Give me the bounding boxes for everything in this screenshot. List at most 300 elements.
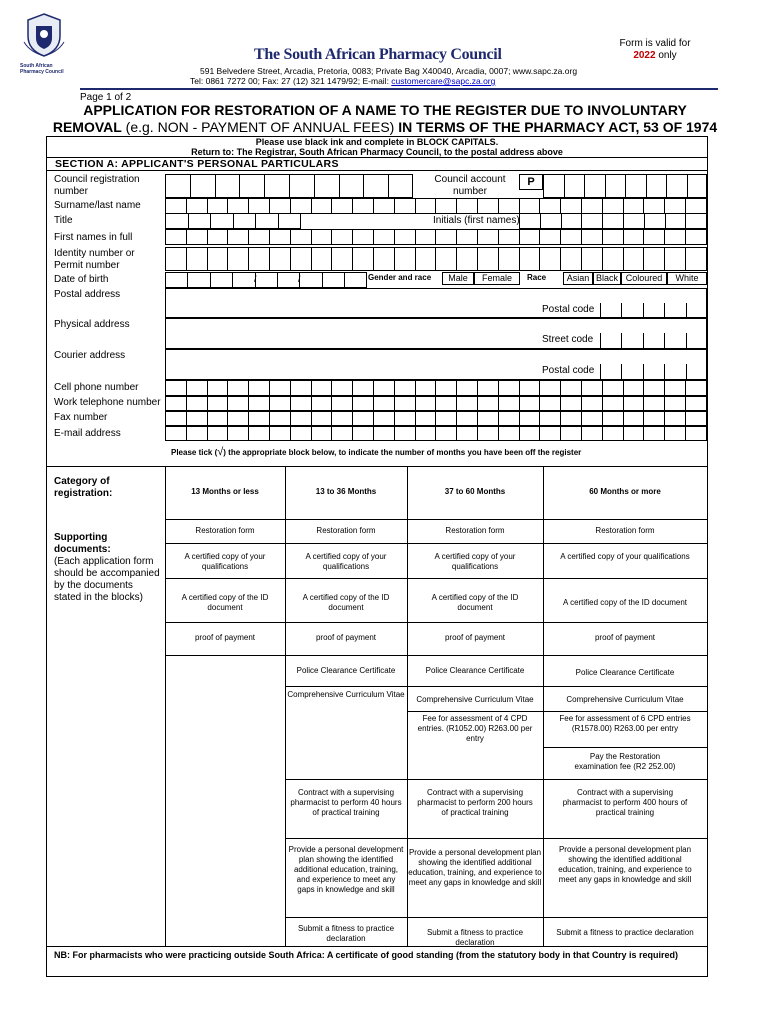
grid-line (685, 396, 686, 411)
grid-line (581, 426, 582, 441)
grid-line (623, 426, 624, 441)
grid-line (602, 229, 603, 245)
grid-line (686, 364, 687, 380)
instruction-line2: Return to: The Registrar, South African Pharmacy Council, to the postal address above (191, 147, 563, 157)
dob-label: Date of birth (54, 274, 109, 285)
grid-line (394, 229, 395, 245)
grid-line (394, 198, 395, 214)
grid-line (285, 917, 707, 918)
grid-line (285, 686, 707, 687)
grid-line (415, 426, 416, 441)
grid-line (311, 426, 312, 441)
grid-line (539, 396, 540, 411)
grid-line (186, 229, 187, 245)
grid-line (686, 303, 687, 318)
grid-line (407, 711, 707, 712)
initials-label: Initials (first names) (433, 215, 520, 226)
grid-line (625, 174, 626, 198)
grid-line (248, 426, 249, 441)
grid-line (165, 622, 707, 623)
grid-line (477, 198, 478, 214)
grid-line (664, 411, 665, 426)
grid-line (227, 380, 228, 396)
contact-text: Tel: 0861 7272 00; Fax: 27 (12) 321 1479/92; E-mail: (190, 76, 392, 86)
grid-line (581, 396, 582, 411)
grid-line (602, 411, 603, 426)
grid-line (560, 380, 561, 396)
grid-line (456, 426, 457, 441)
grid-line (664, 247, 665, 271)
grid-line (394, 247, 395, 271)
grid-line (165, 519, 707, 520)
grid-line (165, 543, 707, 544)
development-plan-cell: Provide a personal development plan showing the identified additional education, training, and experience to meet any gaps in knowledge and skill (408, 848, 542, 887)
certified-id-cell: A certified copy of the ID document (181, 593, 269, 612)
grid-line (498, 198, 499, 214)
grid-line (560, 426, 561, 441)
contract-cell: Contract with a supervising pharmacist to perform 400 hours of practical training (562, 788, 688, 817)
title-label: Title (54, 215, 73, 226)
grid-line (540, 213, 541, 229)
grid-line (352, 396, 353, 411)
postal-code-label: Postal code (542, 304, 595, 315)
certified-qualifications-cell: A certified copy of your qualifications (305, 552, 387, 571)
grid-line (285, 838, 707, 839)
grid-line (290, 229, 291, 245)
grid-line (227, 229, 228, 245)
race-coloured[interactable]: Coloured (621, 272, 667, 285)
grid-line (477, 229, 478, 245)
grid-line (331, 426, 332, 441)
restoration-form-cell: Restoration form (195, 526, 255, 535)
grid-line (581, 198, 582, 214)
grid-line (685, 247, 686, 271)
grid-line (311, 380, 312, 396)
grid-line (415, 229, 416, 245)
supporting-docs-label (54, 532, 160, 604)
grid-line (352, 411, 353, 426)
work-tel-label: Work telephone number (54, 397, 161, 408)
grid-line (685, 380, 686, 396)
grid-line (477, 247, 478, 271)
grid-line (344, 272, 345, 288)
supporting-docs-rest: (Each application form should be accompanied by the documents stated in the blocks) (54, 556, 160, 603)
grid-line (456, 247, 457, 271)
grid-line (519, 411, 520, 426)
grid-line (519, 229, 520, 245)
grid-line (269, 411, 270, 426)
validity-year: 2022 (633, 50, 656, 61)
grid-line (207, 426, 208, 441)
grid-line (621, 364, 622, 380)
grid-line (664, 333, 665, 349)
grid-line (165, 655, 707, 656)
grid-line (435, 229, 436, 245)
grid-line (623, 229, 624, 245)
cv-cell: Comprehensive Curriculum Vitae (416, 695, 534, 704)
grid-line (602, 247, 603, 271)
grid-line (290, 380, 291, 396)
grid-line (581, 411, 582, 426)
grid-line (290, 247, 291, 271)
grid-line (331, 396, 332, 411)
grid-line (269, 426, 270, 441)
grid-line (227, 396, 228, 411)
tick-mark: √ (217, 446, 224, 458)
grid-line (269, 380, 270, 396)
grid-line (581, 247, 582, 271)
grid-line (311, 247, 312, 271)
grid-line (602, 396, 603, 411)
grid-line (539, 380, 540, 396)
grid-line (311, 198, 312, 214)
grid-line (255, 272, 256, 288)
grid-line (373, 229, 374, 245)
grid-line (664, 198, 665, 214)
grid-line (314, 174, 315, 198)
restoration-form-cell: Restoration form (595, 526, 655, 535)
validity-suffix: only (655, 50, 677, 61)
grid-line (290, 411, 291, 426)
proof-of-payment-cell: proof of payment (444, 633, 506, 642)
grid-line (311, 396, 312, 411)
grid-line (477, 396, 478, 411)
grid-line (269, 396, 270, 411)
grid-line (519, 198, 520, 214)
grid-line (227, 198, 228, 214)
grid-line (394, 411, 395, 426)
gender-female[interactable]: Female (474, 272, 520, 285)
tick-text-before: Please tick ( (171, 448, 218, 457)
police-clearance-cell: Police Clearance Certificate (575, 668, 675, 677)
race-black[interactable]: Black (593, 272, 621, 285)
footer-note: NB: For pharmacists who were practicing outside South Africa: A certificate of good standing (from the statutory body in that Country is required) (54, 950, 679, 960)
grid-line (187, 272, 188, 288)
col-header-13-or-less[interactable]: 13 Months or less (191, 487, 259, 496)
grid-line (339, 174, 340, 198)
grid-line (456, 380, 457, 396)
grid-line (269, 229, 270, 245)
grid-line (248, 247, 249, 271)
dob-boxes[interactable] (165, 272, 367, 288)
grid-line (352, 426, 353, 441)
grid-line (227, 426, 228, 441)
grid-line (435, 411, 436, 426)
grid-line (415, 198, 416, 214)
grid-line (602, 198, 603, 214)
grid-line (581, 380, 582, 396)
proof-of-payment-cell: proof of payment (594, 633, 656, 642)
grid-line (207, 229, 208, 245)
grid-line (277, 272, 278, 288)
grid-line (248, 411, 249, 426)
category-label: Category of registration: (54, 476, 113, 499)
grid-line (331, 229, 332, 245)
page-indicator: Page 1 of 2 (80, 92, 132, 103)
council-name: The South African Pharmacy Council (254, 46, 502, 63)
grid-line (602, 213, 603, 229)
cv-cell: Comprehensive Curriculum Vitae (566, 695, 684, 704)
form-title-line2 (30, 119, 740, 136)
grid-line (186, 396, 187, 411)
council-reg-label: Council registration number (54, 174, 140, 197)
title-bold-b: IN TERMS OF THE PHARMACY ACT, 53 OF 1974 (398, 119, 718, 135)
physical-address-label: Physical address (54, 319, 130, 330)
grid-line (207, 198, 208, 214)
grid-line (623, 380, 624, 396)
grid-line (477, 380, 478, 396)
grid-line (207, 247, 208, 271)
cpd-fee-cell: Fee for assessment of 4 CPD entries. (R1052.00) R263.00 per entry (417, 714, 533, 743)
grid-line (435, 396, 436, 411)
grid-line (373, 396, 374, 411)
race-label: Race (527, 273, 547, 282)
grid-line (543, 466, 544, 946)
grid-line (373, 426, 374, 441)
grid-line (539, 247, 540, 271)
grid-line (539, 411, 540, 426)
grid-line (560, 411, 561, 426)
grid-line (46, 946, 708, 947)
grid-line (685, 426, 686, 441)
logo-text-1: South African (20, 63, 53, 69)
validity-notice (600, 38, 710, 62)
grid-line (215, 174, 216, 198)
grid-line (664, 364, 665, 380)
certified-id-cell: A certified copy of the ID document (431, 593, 519, 612)
logo-text-2: Pharmacy Council (20, 69, 64, 75)
grid-line (643, 426, 644, 441)
grid-line (602, 426, 603, 441)
council-logo (20, 12, 68, 80)
proof-of-payment-cell: proof of payment (315, 633, 377, 642)
grid-line (664, 380, 665, 396)
grid-line (602, 380, 603, 396)
grid-line (664, 229, 665, 245)
contract-cell: Contract with a supervising pharmacist to perform 40 hours of practical training (290, 788, 402, 817)
certified-id-cell: A certified copy of the ID document (562, 598, 688, 607)
police-clearance-cell: Police Clearance Certificate (425, 666, 525, 675)
grid-line (352, 229, 353, 245)
fitness-cell: Submit a fitness to practice declaration (556, 928, 694, 937)
grid-line (186, 411, 187, 426)
grid-line (373, 198, 374, 214)
grid-line (686, 333, 687, 349)
dob-separator-1: / (254, 274, 257, 284)
tick-text-after: ) the appropriate block below, to indicate the number of months you have been off the register (223, 448, 582, 457)
certified-qualifications-cell: A certified copy of your qualifications (434, 552, 516, 571)
grid-line (665, 213, 666, 229)
address-line: 591 Belvedere Street, Arcadia, Pretoria, 0083; Private Bag X40040, Arcadia, 0007; www.sapc.za.org (200, 66, 578, 76)
courier-postal-code-boxes[interactable] (600, 364, 707, 380)
grid-line (621, 333, 622, 349)
grid-line (331, 247, 332, 271)
grid-line (456, 229, 457, 245)
grid-line (560, 198, 561, 214)
grid-line (207, 380, 208, 396)
id-label: Identity number or Permit number (54, 248, 135, 271)
validity-line: Form is valid for (619, 38, 691, 49)
certified-qualifications-cell: A certified copy of your qualifications (184, 552, 266, 571)
grid-line (581, 213, 582, 229)
grid-line (664, 396, 665, 411)
grid-line (621, 303, 622, 318)
fax-label: Fax number (54, 412, 108, 423)
grid-line (373, 247, 374, 271)
grid-line (605, 174, 606, 198)
grid-line (394, 396, 395, 411)
grid-line (352, 380, 353, 396)
grid-line (186, 198, 187, 214)
grid-line (394, 380, 395, 396)
grid-line (623, 396, 624, 411)
grid-line (165, 466, 166, 946)
grid-line (519, 247, 520, 271)
grid-line (278, 213, 279, 229)
grid-line (285, 779, 707, 780)
grid-line (290, 198, 291, 214)
grid-line (210, 213, 211, 229)
grid-line (269, 247, 270, 271)
grid-line (311, 229, 312, 245)
col-header-37-to-60[interactable]: 37 to 60 Months (444, 487, 506, 496)
grid-line (643, 380, 644, 396)
grid-line (498, 411, 499, 426)
postal-code-boxes[interactable] (600, 303, 707, 318)
email-link[interactable]: customercare@sapc.za.org (391, 76, 496, 86)
grid-line (46, 466, 708, 467)
grid-line (685, 198, 686, 214)
grid-line (331, 411, 332, 426)
tick-instruction (171, 447, 581, 458)
grid-line (685, 229, 686, 245)
grid-line (581, 229, 582, 245)
grid-line (498, 426, 499, 441)
title-normal: (e.g. NON - PAYMENT OF ANNUAL FEES) (121, 119, 399, 135)
grid-line (248, 396, 249, 411)
grid-line (415, 247, 416, 271)
grid-line (394, 426, 395, 441)
grid-line (227, 411, 228, 426)
courier-postal-code-label: Postal code (542, 365, 595, 376)
grid-line (687, 174, 688, 198)
grid-line (560, 396, 561, 411)
grid-line (407, 466, 408, 946)
grid-line (210, 272, 211, 288)
grid-line (227, 247, 228, 271)
grid-line (190, 174, 191, 198)
restoration-form-cell: Restoration form (445, 526, 505, 535)
grid-line (435, 426, 436, 441)
grid-line (477, 426, 478, 441)
contact-line (190, 76, 495, 86)
grid-line (643, 247, 644, 271)
cv-cell: Comprehensive Curriculum Vitae (287, 690, 405, 699)
grid-line (322, 272, 323, 288)
cell-label: Cell phone number (54, 382, 139, 393)
grid-line (255, 213, 256, 229)
grid-line (165, 578, 707, 579)
grid-line (560, 247, 561, 271)
cpd-fee-cell: Fee for assessment of 6 CPD entries (R1578.00) R263.00 per entry (559, 714, 691, 733)
grid-line (519, 380, 520, 396)
supporting-docs-bold: Supporting documents: (54, 532, 111, 555)
first-names-label: First names in full (54, 232, 133, 243)
grid-line (623, 198, 624, 214)
restoration-form-cell: Restoration form (316, 526, 376, 535)
grid-line (207, 411, 208, 426)
rule (46, 170, 708, 171)
grid-line (285, 466, 286, 946)
col-header-13-to-36[interactable]: 13 to 36 Months (315, 487, 377, 496)
grid-line (564, 174, 565, 198)
grid-line (561, 213, 562, 229)
grid-line (543, 747, 707, 748)
race-asian[interactable]: Asian (563, 272, 593, 285)
grid-line (456, 198, 457, 214)
gender-race-label: Gender and race (368, 273, 432, 282)
gender-male[interactable]: Male (442, 272, 474, 285)
grid-line (685, 213, 686, 229)
grid-line (435, 380, 436, 396)
grid-line (352, 247, 353, 271)
grid-line (239, 174, 240, 198)
grid-line (331, 380, 332, 396)
email-label: E-mail address (54, 428, 121, 439)
surname-label: Surname/last name (54, 200, 141, 211)
grid-line (186, 247, 187, 271)
grid-line (207, 396, 208, 411)
grid-line (186, 426, 187, 441)
street-code-boxes[interactable] (600, 333, 707, 349)
instruction-line1: Please use black ink and complete in BLOCK CAPITALS. (255, 137, 499, 147)
col-header-60-or-more[interactable]: 60 Months or more (589, 487, 661, 496)
grid-line (519, 426, 520, 441)
grid-line (415, 380, 416, 396)
grid-line (685, 411, 686, 426)
grid-line (584, 174, 585, 198)
grid-line (373, 411, 374, 426)
street-code-label: Street code (542, 334, 594, 345)
grid-line (643, 333, 644, 349)
race-white[interactable]: White (667, 272, 707, 285)
validity-year-line (600, 50, 710, 62)
grid-line (643, 198, 644, 214)
contract-cell: Contract with a supervising pharmacist to perform 200 hours of practical training (417, 788, 533, 817)
grid-line (664, 426, 665, 441)
grid-line (498, 247, 499, 271)
grid-line (289, 174, 290, 198)
grid-line (560, 229, 561, 245)
postal-address-label: Postal address (54, 289, 121, 300)
development-plan-cell: Provide a personal development plan showing the identified additional education, training, and experience to meet any gaps in knowledge and skill (288, 845, 404, 894)
header-rule (80, 88, 718, 90)
grid-line (643, 396, 644, 411)
fitness-cell: Submit a fitness to practice declaration (297, 924, 395, 943)
initials-boxes[interactable] (519, 213, 707, 229)
grid-line (498, 380, 499, 396)
development-plan-cell: Provide a personal development plan showing the identified additional education, training, and experience to meet any gaps in knowledge and skill (558, 845, 692, 884)
grid-line (623, 411, 624, 426)
certified-qualifications-cell: A certified copy of your qualifications (560, 552, 690, 561)
grid-line (331, 198, 332, 214)
grid-line (435, 247, 436, 271)
grid-line (373, 380, 374, 396)
grid-line (539, 198, 540, 214)
grid-line (644, 213, 645, 229)
police-clearance-cell: Police Clearance Certificate (296, 666, 396, 675)
grid-line (456, 411, 457, 426)
